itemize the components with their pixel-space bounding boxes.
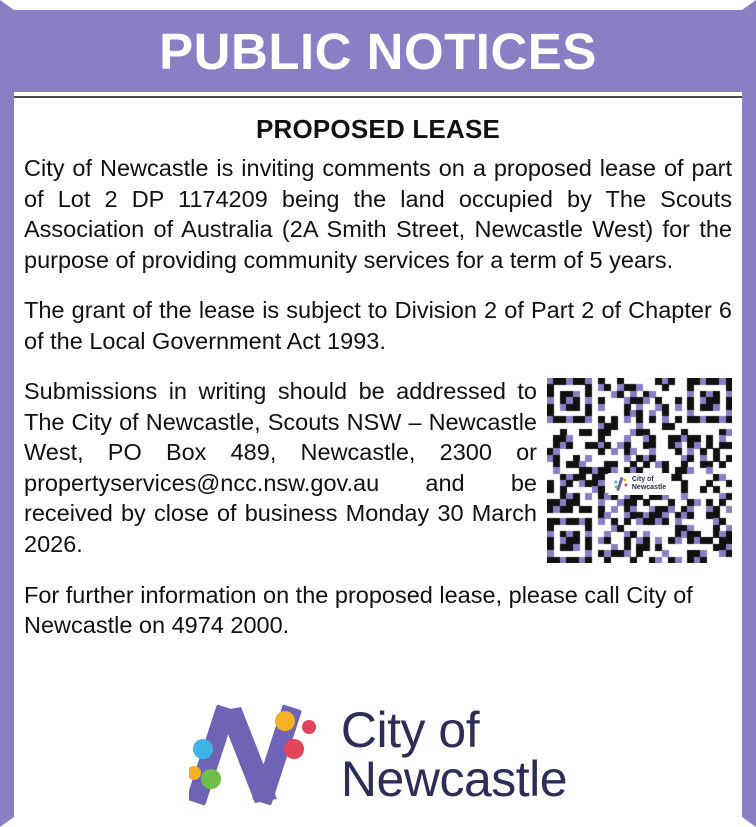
city-of-newcastle-logo <box>14 699 742 811</box>
notice-paragraph-3: Submissions in writing should be addressed to The City of Newcastle, Scouts NSW – Newcastle West, PO Box 489, Newcastle, 2300 or propertyservices@ncc.nsw.gov.au and be received by close of business Monday 30 March 2026. <box>24 378 537 558</box>
city-of-newcastle-logo-mark <box>189 699 319 811</box>
city-of-newcastle-mark-small <box>613 476 629 492</box>
notice-subtitle: PROPOSED LEASE <box>255 114 501 144</box>
notice-paragraph-1: City of Newcastle is inviting comments on a proposed lease of part of Lot 2 DP 1174209 being the land occupied by The Scouts Association of Australia (2A Smith Street, Newcastle West) for the purpose of providing community services for a term of 5 years. <box>24 155 732 273</box>
banner <box>14 10 742 96</box>
page-title: PUBLIC NOTICES <box>159 22 597 80</box>
qr-code-logo-text: City of Newcastle <box>631 476 667 491</box>
notice-body <box>14 96 742 817</box>
city-of-newcastle-logo-text <box>340 702 568 807</box>
qr-code[interactable] <box>547 378 732 563</box>
notice-paragraph-2: The grant of the lease is subject to Division 2 of Part 2 of Chapter 6 of the Local Government Act 1993. <box>24 297 732 354</box>
logo-text-line-2: Newcastle <box>340 751 568 807</box>
logo-text-line-1: City of <box>340 702 480 758</box>
notice-paragraph-4: For further information on the proposed lease, please call City of Newcastle on 4974 2000. <box>24 581 693 639</box>
qr-code-container <box>547 378 732 563</box>
qr-code-logo <box>608 473 671 495</box>
